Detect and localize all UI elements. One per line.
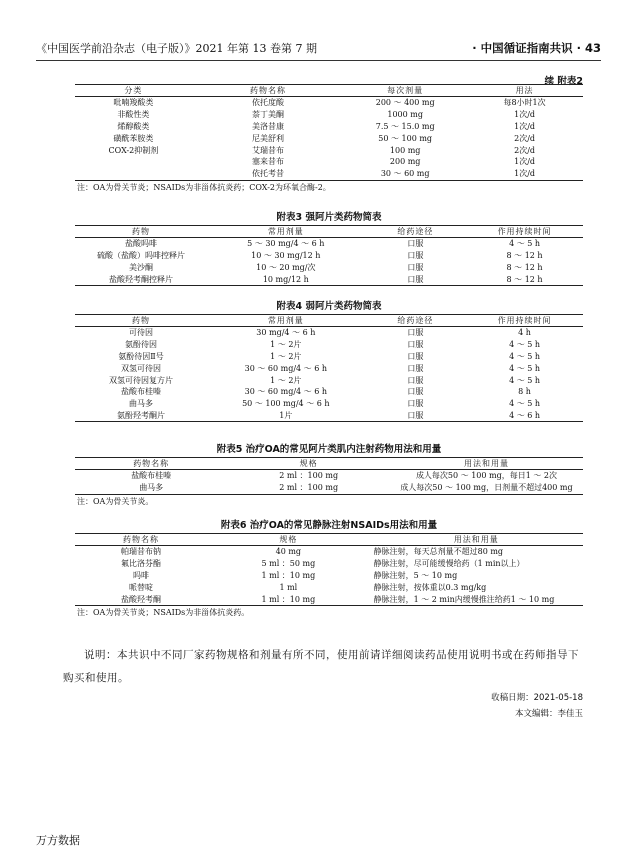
table5-note: 注：OA为骨关节炎。 [77, 496, 154, 506]
table-cell: 尼美舒利 [252, 133, 285, 143]
table-cell: 盐酸羟考酮 [75, 593, 207, 605]
table-cell: 4 ～ 5 h [509, 399, 541, 409]
table-cell: 2次/d [514, 145, 536, 155]
table-cell: 4 h [518, 328, 531, 338]
table-row [75, 398, 583, 410]
table-cell: 氟比洛芬酯 [121, 559, 162, 569]
column-header: 规格 [207, 534, 370, 546]
table-cell: 2次/d [514, 133, 536, 143]
table2-title: 续 附表2 [544, 76, 583, 87]
table-cell: 200 ～ 400 mg [375, 98, 435, 108]
table-cell: 30 ～ 60 mg [344, 168, 466, 180]
table-row [75, 339, 583, 351]
table-cell: 可待因 [129, 328, 154, 338]
table-cell: 1 ml [279, 582, 298, 592]
table-cell: 盐酸吗啡 [125, 239, 158, 249]
table-cell: 1 ml ：10 mg [207, 593, 370, 605]
table-cell: 口服 [407, 262, 424, 272]
column-header: 药物名称 [75, 534, 207, 546]
table-cell: 美洛昔康 [252, 121, 285, 131]
table4 [75, 299, 583, 422]
table-cell: 烯醇酸类 [117, 121, 150, 131]
table-cell: 口服 [365, 410, 467, 422]
table-cell: 1次/d [514, 110, 536, 120]
table-cell: 8 ～ 12 h [506, 251, 543, 261]
table-cell: 静脉注射，尽可能缓慢给药（1 min以上） [373, 559, 525, 569]
column-header: 用法 [466, 85, 583, 97]
table5 [75, 442, 583, 508]
table-cell: 5 ～ 30 mg/4 ～ 6 h [247, 239, 325, 249]
table-cell: 1 ml ：10 mg [261, 570, 316, 580]
table-cell: 口服 [407, 328, 424, 338]
table-cell: 4 ～ 6 h [466, 410, 583, 422]
table-cell: 1000 mg [387, 110, 423, 120]
table-cell: 10 mg/12 h [207, 273, 364, 285]
table-cell: 口服 [407, 363, 424, 373]
table-row [75, 327, 583, 339]
received-date: 收稿日期：2021-05-18 [491, 693, 583, 703]
footer-watermark: 万方数据 [36, 834, 80, 847]
table-cell: 艾瑞昔布 [252, 145, 285, 155]
table-cell: COX-2抑制剂 [108, 145, 159, 155]
journal-citation: 《中国医学前沿杂志（电子版）》2021 年第 13 卷第 7 期 [36, 42, 317, 55]
column-header: 分类 [75, 85, 192, 97]
table-cell: 每8小时1次 [503, 98, 546, 108]
column-header: 用法和用量 [390, 458, 583, 470]
table2-note: 注：OA为骨关节炎；NSAIDs为非甾体抗炎药；COX-2为环氧合酶-2。 [77, 182, 331, 192]
table-cell: 30 mg/4 ～ 6 h [256, 328, 316, 338]
table-cell: 双氢可待因复方片 [109, 375, 174, 385]
table-row [75, 386, 583, 398]
table-header-row [75, 85, 583, 97]
table-row [75, 238, 583, 250]
table-row [75, 410, 583, 422]
column-header: 给药途径 [365, 315, 467, 327]
table-row [75, 570, 583, 582]
table-cell: 1片 [207, 410, 364, 422]
table-cell: 1次/d [514, 121, 536, 131]
table-cell: 静脉注射，1 ～ 2 min内缓慢推注给药1 ～ 10 mg [370, 593, 583, 605]
table-cell: 4 ～ 5 h [509, 239, 541, 249]
table-cell: 盐酸布桂嗪 [121, 387, 162, 397]
column-header: 用法和用量 [370, 534, 583, 546]
table-cell: 8 ～ 12 h [466, 273, 583, 285]
page-header [36, 40, 601, 58]
table-row [75, 250, 583, 262]
table-row [75, 273, 583, 285]
table-cell: 依托度酸 [252, 98, 285, 108]
table-row [75, 581, 583, 593]
table-cell [75, 156, 192, 168]
table-cell: 成人每次50 ～ 100 mg，日剂量不超过400 mg [390, 482, 583, 494]
table-row [75, 482, 583, 494]
table-cell: 口服 [407, 375, 424, 385]
table-cell: 静脉注射，5 ～ 10 mg [373, 570, 458, 580]
table-cell: 30 ～ 60 mg/4 ～ 6 h [244, 363, 327, 373]
table-cell: 口服 [365, 273, 467, 285]
table-row [75, 97, 583, 109]
column-header: 药物名称 [192, 85, 344, 97]
table-cell: 50 ～ 100 mg/4 ～ 6 h [242, 399, 330, 409]
table-cell: 哌替啶 [129, 582, 154, 592]
table-cell: 1 ～ 2片 [270, 351, 302, 361]
table-row [75, 546, 583, 558]
table-cell: 帕瑞昔布钠 [121, 547, 162, 557]
table-cell: 盐酸布桂嗪 [131, 471, 172, 481]
table-cell: 氨酚羟考酮片 [75, 410, 207, 422]
column-header: 作用持续时间 [466, 226, 583, 238]
table-cell: 口服 [407, 351, 424, 361]
table4-title: 附表4 弱阿片类药物简表 [276, 301, 382, 312]
table-row [75, 168, 583, 180]
table-row [75, 262, 583, 274]
table6-title: 附表6 治疗OA的常见静脉注射NSAIDs用法和用量 [220, 520, 438, 531]
table-cell: 40 mg [275, 547, 302, 557]
table-row [75, 144, 583, 156]
table-row [75, 374, 583, 386]
table-cell: 塞来昔布 [252, 157, 285, 167]
table-cell: 静脉注射，按体重以0.3 mg/kg [373, 582, 487, 592]
table-cell: 曲马多 [129, 399, 154, 409]
table-cell: 吗啡 [133, 570, 150, 580]
table-cell: 4 ～ 5 h [509, 340, 541, 350]
table-cell: 口服 [407, 251, 424, 261]
column-header: 作用持续时间 [466, 315, 583, 327]
table-cell: 8 ～ 12 h [506, 262, 543, 272]
table-body [75, 97, 583, 181]
table-header-row [75, 534, 583, 546]
table-row [75, 470, 583, 482]
table-cell: 磺酰苯胺类 [113, 133, 154, 143]
table-cell: 5 ml ：50 mg [261, 559, 316, 569]
column-header: 常用剂量 [207, 226, 364, 238]
column-header: 药物名称 [75, 458, 227, 470]
table-row [75, 132, 583, 144]
table6-note: 注：OA为骨关节炎；NSAIDs为非甾体抗炎药。 [77, 607, 250, 617]
table2 [75, 84, 583, 194]
table-cell: 盐酸羟考酮控释片 [75, 273, 207, 285]
table-row [75, 362, 583, 374]
explanation-paragraph: 说明：本共识中不同厂家药物规格和剂量有所不同，使用前请详细阅读药品使用说明书或在药师指导下购买和使用。 [63, 649, 579, 684]
table-cell: 氨酚待因 [125, 340, 158, 350]
table-cell: 氨酚待因Ⅱ号 [118, 351, 164, 361]
table-cell: 2 ml ：100 mg [279, 471, 339, 481]
table-cell: 口服 [407, 239, 424, 249]
column-header: 药物 [75, 226, 207, 238]
table-header-row [75, 458, 583, 470]
table-cell: 2 ml ：100 mg [227, 482, 390, 494]
table-cell: 4 ～ 5 h [509, 363, 541, 373]
table-header-row [75, 315, 583, 327]
column-header: 药物 [75, 315, 207, 327]
table-cell: 1 ～ 2片 [270, 375, 302, 385]
table-row [75, 558, 583, 570]
table-cell: 萘丁美酮 [252, 110, 285, 120]
table-cell: 10 ～ 20 mg/次 [256, 262, 316, 272]
table6 [75, 518, 583, 619]
table-cell: 吡喃羧酸类 [113, 98, 154, 108]
table-row [75, 593, 583, 605]
table-cell: 4 ～ 5 h [509, 375, 541, 385]
table-cell: 曲马多 [75, 482, 227, 494]
table-cell: 口服 [407, 399, 424, 409]
table3-title: 附表3 强阿片类药物简表 [276, 212, 382, 223]
table-cell: 口服 [407, 387, 424, 397]
column-header: 给药途径 [365, 226, 467, 238]
table-cell: 静脉注射，每天总剂量不超过80 mg [373, 547, 504, 557]
table-cell: 30 ～ 60 mg/4 ～ 6 h [244, 387, 327, 397]
table-body [75, 470, 583, 495]
table-cell: 50 ～ 100 mg [378, 133, 433, 143]
table3 [75, 210, 583, 286]
table-row [75, 121, 583, 133]
table-cell: 100 mg [389, 145, 421, 155]
table-body [75, 546, 583, 606]
editor-credit: 本文编辑：李佳玉 [514, 709, 583, 719]
column-header: 规格 [227, 458, 390, 470]
table-body [75, 238, 583, 286]
table-cell: 美沙酮 [129, 262, 154, 272]
column-header: 每次剂量 [344, 85, 466, 97]
table-row [75, 351, 583, 363]
table-cell: 硫酸（盐酸）吗啡控释片 [97, 251, 186, 261]
table-body [75, 327, 583, 422]
header-rule [36, 60, 601, 61]
table-header-row [75, 226, 583, 238]
column-header: 常用剂量 [207, 315, 364, 327]
table-cell: 8 h [518, 387, 531, 397]
table-cell [75, 168, 192, 180]
table-cell: 双氢可待因 [121, 363, 162, 373]
table-cell: 1次/d [514, 157, 536, 167]
table-cell: 1次/d [466, 168, 583, 180]
table-row [75, 156, 583, 168]
table-cell: 200 mg [389, 157, 421, 167]
table-cell: 成人每次50 ～ 100 mg，每日1 ～ 2次 [415, 471, 557, 481]
table-cell: 7.5 ～ 15.0 mg [375, 121, 435, 131]
table-cell: 10 ～ 30 mg/12 h [251, 251, 321, 261]
table-cell: 口服 [407, 340, 424, 350]
table-cell: 非酸性类 [117, 110, 150, 120]
table-cell: 1 ～ 2片 [270, 340, 302, 350]
table-row [75, 109, 583, 121]
table-cell: 依托考昔 [192, 168, 344, 180]
table-cell: 4 ～ 5 h [509, 351, 541, 361]
section-label: · 中国循证指南共识 · 43 [472, 41, 601, 55]
table5-title: 附表5 治疗OA的常见阿片类肌内注射药物用法和用量 [216, 444, 442, 455]
